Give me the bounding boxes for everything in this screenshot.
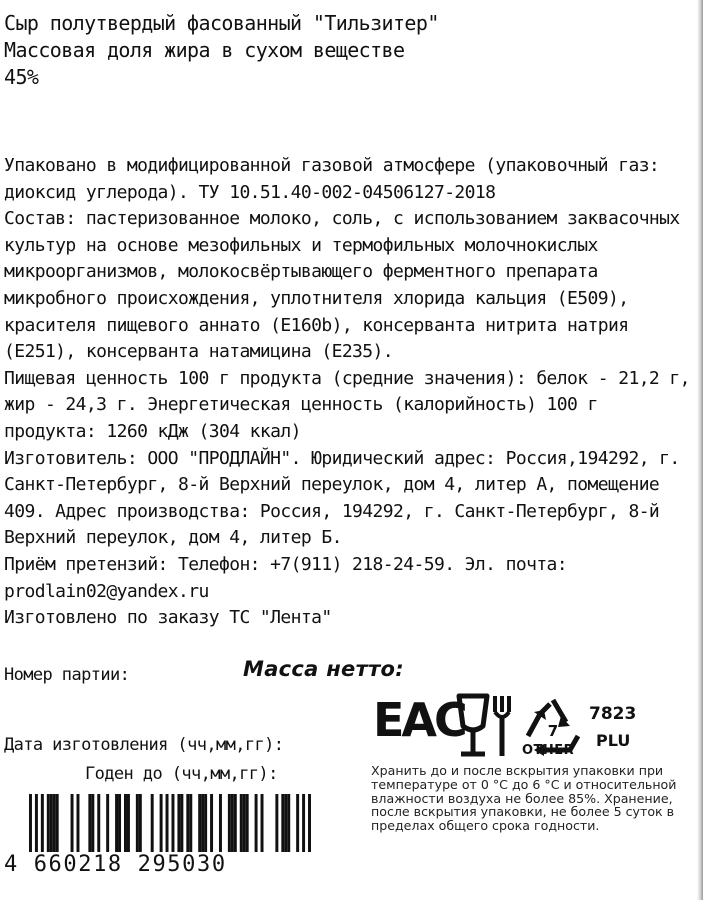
barcode-bar (219, 794, 222, 852)
batch-number-label: Номер партии: (4, 665, 130, 685)
barcode-bar (228, 794, 231, 852)
composition: Состав: пастеризованное молоко, соль, с использованием заквасочных культур на основе мезофильных и термофильных молочнокислых микроорганизмов, молокосвёртывающего ферментного препарата микробного происхождения, уплотнителя хлорида кальция (Е509), красителя пищевого аннато (Е160b), консерванта нитрита натрия (Е251), консерванта натамицина (Е235). (4, 208, 680, 363)
barcode-bar (189, 794, 192, 852)
barcode-bar (281, 794, 284, 852)
barcode-bar (106, 794, 109, 852)
barcode-bar (56, 794, 59, 852)
barcode-bar (124, 794, 127, 852)
manufacturer-info: Изготовитель: ООО "ПРОДЛАЙН". Юридический адрес: Россия,194292, г. Санкт-Петербург, 8-й Верхний переулок, дом 4, литер А, помещение 409. Адрес производства: Россия, 194292, г. Санкт-Петербург, 8-й Верхний переулок, дом 4, литер Б. (4, 447, 680, 549)
barcode-bar (41, 794, 44, 852)
food-contact-glass-fork-icon (453, 692, 515, 760)
eac-mark-icon: ЕАС (373, 693, 465, 747)
barcode-bar (91, 794, 94, 852)
ean13-barcode (29, 794, 311, 852)
barcode-bar (243, 794, 246, 852)
barcode-digits: 4 660218 295030 (4, 852, 227, 877)
barcode-bar (160, 794, 163, 852)
recycle-number: 7 (547, 722, 559, 740)
product-title (4, 10, 694, 91)
packaging-info: Упаковано в модифицированной газовой атмосфере (упаковочный газ: диоксид углерода). ТУ 10.51.40-002-04506127-2018 (4, 155, 660, 203)
storage-conditions: Хранить до и после вскрытия упаковки при температуре от 0 °С до 6 °С и относительной влажности воздуха не более 85%. Хранение, после вскрытия упаковки, не более 5 суток в пределах общего срока годности. (371, 763, 677, 834)
ordered-by: Изготовлено по заказу ТС "Лента" (4, 607, 332, 629)
nutrition-facts: Пищевая ценность 100 г продукта (средние значения): белок - 21,2 г, жир - 24,3 г. Энергетическая ценность (калорийность) 100 г продукта: 1260 кДж (304 ккал) (4, 367, 690, 442)
barcode-bar (139, 794, 142, 852)
barcode-bar (284, 794, 287, 852)
barcode-bar (76, 794, 79, 852)
barcode-bar (302, 794, 305, 852)
barcode-bar (261, 794, 264, 852)
label-edge-shadow (697, 0, 703, 900)
barcode-bar (308, 794, 311, 852)
barcode-bar (204, 794, 207, 852)
barcode-bar (29, 794, 32, 852)
barcode-bar (50, 794, 53, 852)
barcode-bar (35, 794, 38, 852)
recycle-label: OTHER (522, 743, 575, 758)
barcode-bar (166, 794, 169, 852)
barcode-bar (88, 794, 91, 852)
net-weight-label: Масса нетто: (243, 657, 404, 681)
barcode-bar (177, 794, 180, 852)
barcode-bar (118, 794, 121, 852)
fat-content-value: 45% (4, 65, 39, 89)
barcode-bar (240, 794, 243, 852)
barcode-bar (246, 794, 249, 852)
barcode-bar (171, 794, 174, 852)
barcode-bar (53, 794, 56, 852)
barcode-bar (210, 794, 213, 852)
barcode-bar (47, 794, 50, 852)
fat-content-label: Массовая доля жира в сухом веществе (4, 38, 405, 62)
barcode-bar (186, 794, 189, 852)
barcode-bar (151, 794, 154, 852)
best-before-label: Годен до (чч,мм,гг): (85, 764, 278, 784)
barcode-bar (201, 794, 204, 852)
barcode-bar (180, 794, 183, 852)
plu-code: 7823 (589, 704, 637, 724)
product-name: Сыр полутвердый фасованный "Тильзитер" (4, 11, 439, 35)
barcode-bar (296, 794, 299, 852)
barcode-bar (115, 794, 118, 852)
barcode-bar (127, 794, 130, 852)
production-date-label: Дата изготовления (чч,мм,гг): (4, 735, 284, 755)
barcode-bar (275, 794, 278, 852)
barcode-bar (231, 794, 234, 852)
barcode-bar (234, 794, 237, 852)
barcode-bar (97, 794, 100, 852)
barcode-bar (287, 794, 290, 852)
plu-label: PLU (596, 731, 631, 750)
product-description (4, 153, 694, 632)
barcode-bar (136, 794, 139, 852)
barcode-bar (198, 794, 201, 852)
barcode-bar (71, 794, 74, 852)
barcode-bar (255, 794, 258, 852)
claims-contact: Приём претензий: Телефон: +7(911) 218-24-59. Эл. почта: prodlain02@yandex.ru (4, 553, 568, 602)
